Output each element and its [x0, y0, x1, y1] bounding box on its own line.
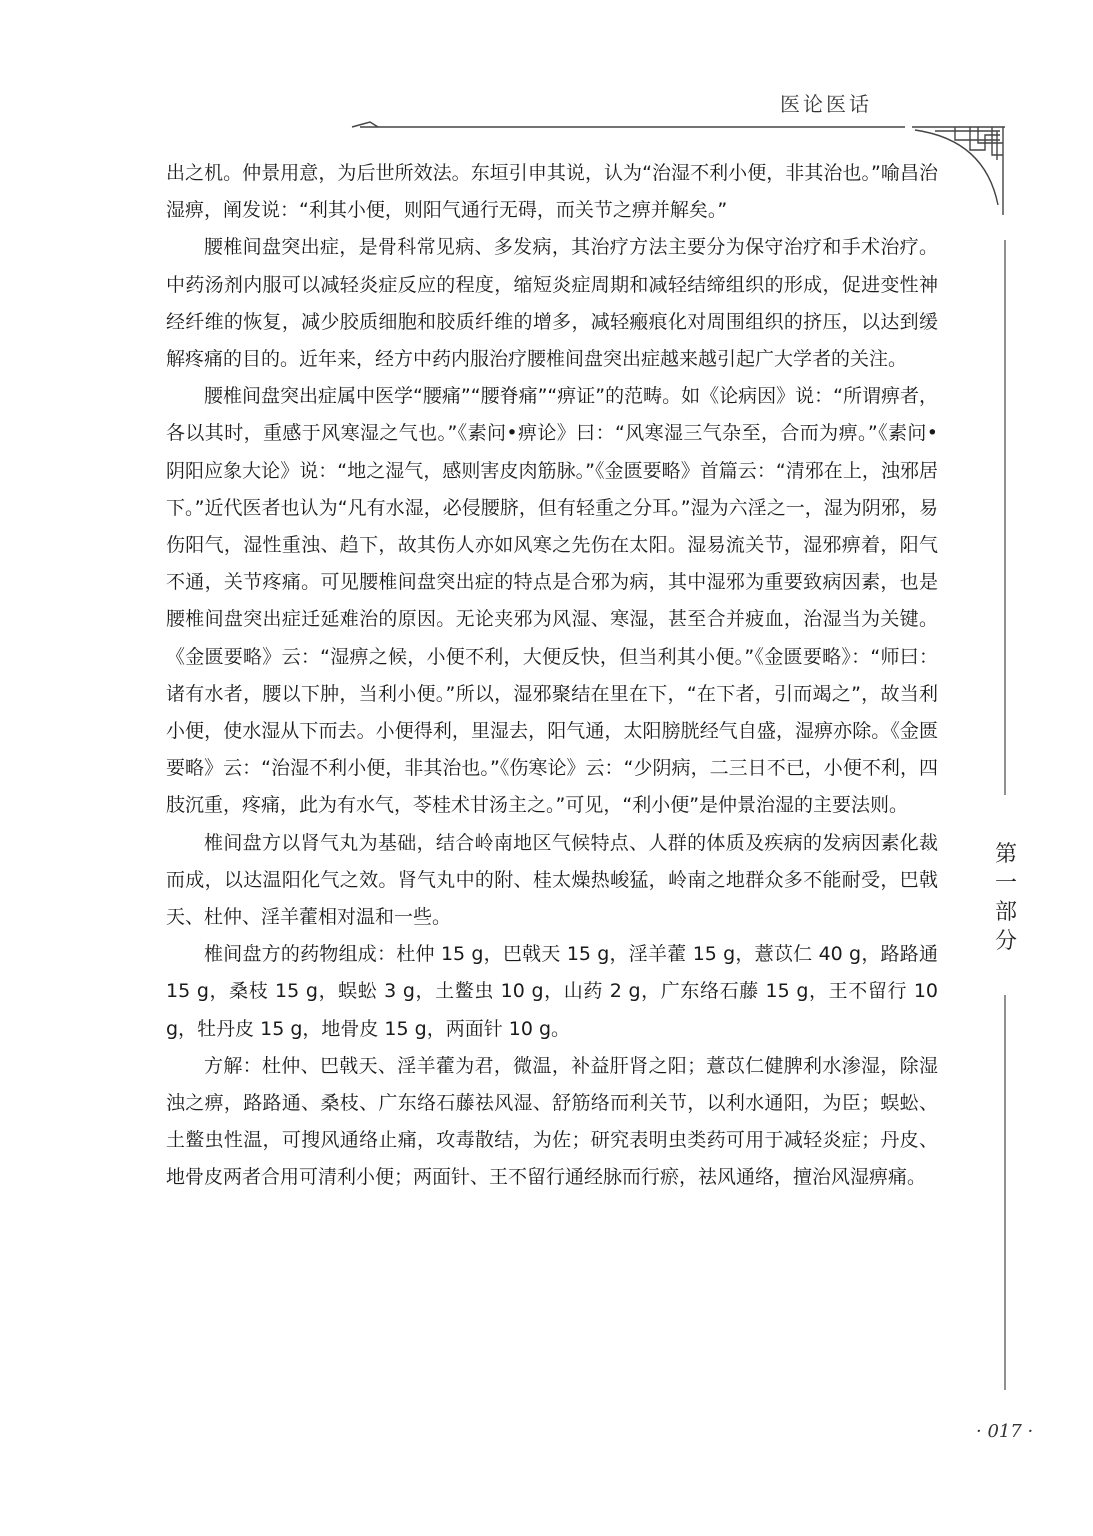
section-label-char: 部 [994, 900, 1017, 925]
paragraph: 椎间盘方以肾气丸为基础，结合岭南地区气候特点、人群的体质及疾病的发病因素化裁而成，以达温阳化气之效。肾气丸中的附、桂太燥热峻猛，岭南之地群众多不能耐受，巴戟天、杜仲、淫羊藿相对温和一些。 [166, 831, 938, 929]
paragraph: 出之机。仲景用意，为后世所效法。东垣引申其说，认为“治湿不利小便，非其治也。”喻昌治湿痹，阐发说：“利其小便，则阳气通行无碍，而关节之痹并解矣。” [166, 162, 938, 222]
article-body [166, 155, 938, 1197]
paragraph: 方解：杜仲、巴戟天、淫羊藿为君，微温，补益肝肾之阳；薏苡仁健脾利水渗湿，除湿浊之痹，路路通、桑枝、广东络石藤祛风湿、舒筋络而利关节，以利水通阳，为臣；蜈蚣、土鳖虫性温，可搜风通络止痛，攻毒散结，为佐；研究表明虫类药可用于减轻炎症；丹皮、地骨皮两者合用可清利小便；两面针、王不留行通经脉而行瘀，祛风通络，擅治风湿痹痛。 [166, 1054, 938, 1189]
paragraph: 腰椎间盘突出症，是骨科常见病、多发病，其治疗方法主要分为保守治疗和手术治疗。中药汤剂内服可以减轻炎症反应的程度，缩短炎症周期和减轻结缔组织的形成，促进变性神经纤维的恢复，减少胶质细胞和胶质纤维的增多，减轻瘢痕化对周围组织的挤压，以达到缓解疼痛的目的。近年来，经方中药内服治疗腰椎间盘突出症越来越引起广大学者的关注。 [166, 236, 938, 371]
section-label-char: 分 [994, 929, 1017, 954]
section-label [990, 840, 1022, 956]
section-label-char: 一 [994, 871, 1017, 896]
page-number: · 017 · [976, 1421, 1034, 1442]
running-header-title: 医论医话 [780, 92, 872, 116]
paragraph: 椎间盘方的药物组成：杜仲 15 g，巴戟天 15 g，淫羊藿 15 g，薏苡仁 40 g，路路通 15 g，桑枝 15 g，蜈蚣 3 g，土鳖虫 10 g，山药 2 g，广东络石藤 15 g，王不留行 10 g，牡丹皮 15 g，地骨皮 15 g，两面针 10 g。 [166, 943, 938, 1040]
paragraph: 腰椎间盘突出症属中医学“腰痛”“腰脊痛”“痹证”的范畴。如《论病因》说：“所谓痹者，各以其时，重感于风寒湿之气也。”《素问•痹论》曰：“风寒湿三气杂至，合而为痹。”《素问•阴阳应象大论》说：“地之湿气，感则害皮肉筋脉。”《金匮要略》首篇云：“清邪在上，浊邪居下。”近代医者也认为“凡有水湿，必侵腰脐，但有轻重之分耳。”湿为六淫之一，湿为阴邪，易伤阳气，湿性重浊、趋下，故其伤人亦如风寒之先伤在太阳。湿易流关节，湿邪痹着，阳气不通，关节疼痛。可见腰椎间盘突出症的特点是合邪为病，其中湿邪为重要致病因素，也是腰椎间盘突出症迁延难治的原因。无论夹邪为风湿、寒湿，甚至合并疲血，治湿当为关键。《金匮要略》云：“湿痹之候，小便不利，大便反快，但当利其小便。”《金匮要略》：“师曰：诸有水者，腰以下肿，当利小便。”所以，湿邪聚结在里在下，“在下者，引而竭之”，故当利小便，使水湿从下而去。小便得利，里湿去，阳气通，太阳膀胱经气自盛，湿痹亦除。《金匮要略》云：“治湿不利小便，非其治也。”《伤寒论》云：“少阴病，二三日不已，小便不利，四肢沉重，疼痛，此为有水气，苓桂术甘汤主之。”可见，“利小便”是仲景治湿的主要法则。 [166, 385, 938, 817]
section-label-char: 第 [994, 842, 1017, 867]
